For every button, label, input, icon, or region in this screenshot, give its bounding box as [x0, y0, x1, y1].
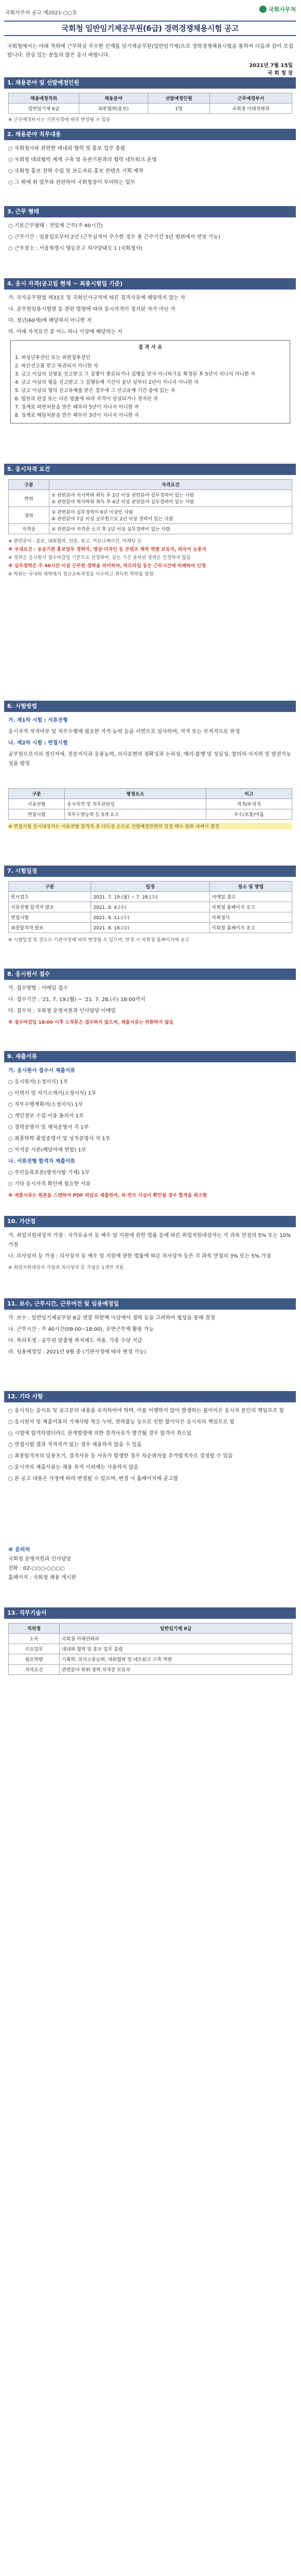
paragraph: 다. 정년(60세)에 해당하지 아니한 자	[8, 318, 92, 324]
table-cell: 응시자격 및 직무관련성	[65, 799, 206, 809]
section-6-note: ※ 면접시험 응시대상자는 서류전형 합격자 중 다득점 순으로 선발예정인원의 일정 배수 범위 내에서 결정	[8, 823, 292, 829]
paragraph: 나. 서류전형 합격자 제출서류	[8, 1159, 76, 1164]
table-cell: 자격증	[9, 524, 49, 534]
section-1-note: ※ 근무예정부서는 기관사정에 따라 변경될 수 있음	[8, 117, 111, 123]
list-item: ○ 자격증 사본(해당자에 한함) 1부	[8, 1147, 86, 1153]
list-item: 8. 징계로 해임처분을 받은 때부터 3년이 지나지 아니한 자	[15, 413, 139, 418]
list-item: ○ 국회청사와 관련한 대내외 협력 및 홍보 업무 총괄	[8, 146, 126, 151]
table-header: 직위명	[9, 1623, 60, 1634]
section-3-header: 3. 근무 형태	[4, 206, 296, 217]
table-row	[9, 104, 292, 114]
table-row	[9, 902, 292, 912]
table-header: 구분	[9, 789, 65, 799]
paragraph: 나. 접수기간 : '21. 7. 19.(월) ~ '21. 7. 28.(수) 18:00까지	[8, 997, 146, 1003]
table-cell: 일반임기제 6급	[9, 104, 79, 114]
section-9-body	[8, 1066, 292, 1202]
table-row	[9, 1665, 292, 1675]
table-row	[9, 1644, 292, 1654]
note: ※ 취업지원대상자 가점과 의사상자 등 가점은 1개만 적용	[8, 1265, 124, 1270]
contact-line: 전화 : 02-○○○-○○○○	[8, 1566, 65, 1571]
table-cell: 우수/보통/미흡	[206, 809, 292, 820]
table-cell: 국회청 미래전략과	[60, 1634, 292, 1644]
table-header: 선발예정인원	[148, 93, 209, 104]
list-item: ○ 국회청 대외협력 체계 구축 및 유관기관과의 협력 네트워크 운영	[8, 157, 157, 163]
table-header: 구분	[9, 882, 91, 892]
paragraph: 라. 임용예정일 : 2021년 9월 중 (기관사정에 따라 변경 가능)	[8, 1349, 146, 1355]
table-row	[9, 923, 292, 933]
section-3-body	[8, 222, 292, 256]
list-item: ○ 기본근무형태 : 전일제 근무(주 40시간)	[8, 223, 103, 229]
section-6-table	[8, 788, 292, 829]
section-10-header: 10. 가산점	[4, 1216, 296, 1227]
table-cell: 2021. 8. 11.(수)	[91, 912, 210, 923]
contact-line: 홈페이지 : 국회청 채용 게시판	[8, 1575, 77, 1581]
table-row	[9, 892, 292, 902]
list-item: ○ 기타 응시자격 확인에 필요한 서류	[8, 1181, 91, 1187]
contact-line: 국회청 운영지원과 인사담당	[8, 1556, 72, 1562]
note: ※ 실무경력은 주 40시간 이상 근무한 경력을 의미하며, 파트타임 등은 근무시간에 비례하여 인정	[8, 564, 206, 569]
table-cell: ⑤ 관련분야 자격증 소지 후 1년 이상 실무경력이 있는 사람	[49, 524, 292, 534]
list-item: ○ 본 공고 내용은 사정에 따라 변경될 수 있으며, 변경 시 홈페이지에 공고함	[8, 1476, 179, 1482]
section-2-header: 2. 채용분야 직무내용	[4, 129, 296, 140]
table-cell: 국회청 미래전략과	[210, 104, 292, 114]
section-12-body	[8, 1406, 292, 1486]
paragraph: 다. 복리후생 : 공무원 맞춤형 복지제도 적용, 각종 수당 지급	[8, 1338, 143, 1344]
intro-text: 국회청에서는 아래 직위에 근무하실 우수한 인재를 임기제공무원(일반임기제)으로 경력경쟁채용시험을 통하여 다음과 같이 모집합니다. 관심 있는 분들의 많은 응시 바랍니다.	[7, 44, 293, 58]
table-cell: 외부협력(홍보)	[79, 104, 148, 114]
table-row	[9, 1654, 292, 1665]
list-item: ○ 응시원서(소정서식) 1부	[8, 1079, 68, 1085]
table-cell: 서류전형 합격자 발표	[9, 902, 91, 912]
table-header: 채용예정직위	[9, 93, 79, 104]
table-cell: 면접시험	[9, 809, 65, 820]
table-header: 장소 및 방법	[209, 882, 292, 892]
table-cell: 대내외 협력 및 홍보 업무 총괄	[60, 1644, 292, 1654]
section-5-header: 5. 응시자격 요건	[4, 464, 296, 475]
table-row	[9, 524, 292, 534]
section-4-body	[8, 294, 292, 339]
note: ※ 접수마감일 18:00 이후 도착분은 접수하지 않으며, 제출서류는 반환하지 않음	[8, 1020, 174, 1025]
list-item: ○ 최종학력 졸업증명서 및 성적증명서 각 1부	[8, 1136, 111, 1142]
section-12-header: 12. 기타 사항	[4, 1391, 296, 1402]
job-description-table	[8, 1623, 292, 1675]
note: ※ 학위는 국내외 대학에서 정규교육과정을 이수하고 취득한 학위를 말함	[8, 572, 154, 577]
section-8-header: 8. 응시원서 접수	[4, 969, 296, 980]
contact-title: ※ 문의처	[8, 1547, 30, 1553]
list-item: ○ 직무수행계획서(소정서식) 1부	[8, 1102, 83, 1108]
paragraph: 나. 제2차 시험 : 면접시험	[8, 740, 68, 746]
contact-block	[8, 1546, 292, 1583]
list-item: 1. 피성년후견인 또는 피한정후견인	[15, 355, 91, 361]
note: ※ 제출서류는 원본을 스캔하여 PDF 파일로 제출하며, 위·변조 사실이 확인될 경우 합격을 취소함	[8, 1193, 207, 1198]
table-cell: 학위	[9, 490, 49, 507]
list-item: ○ 근무장소 : 서울특별시 영등포구 의사당대로 1 (국회청사)	[8, 246, 143, 251]
table-header: 자격요건	[49, 480, 292, 490]
paragraph: 가. 국가공무원법 제33조 및 국회인사규칙에 따른 결격사유에 해당하지 않는 자	[8, 295, 185, 301]
table-header: 구분	[9, 480, 49, 490]
table-cell: 경력	[9, 507, 49, 524]
section-9-header: 9. 제출서류	[4, 1051, 296, 1062]
section-10-body	[8, 1231, 292, 1275]
paragraph: 가. 취업지원대상자 가점 : 국가유공자 등 예우 및 지원에 관한 법률 등에 따른 취업지원대상자는 각 과목 만점의 5% 또는 10% 가점	[8, 1233, 291, 1248]
list-item: 3. 금고 이상의 실형을 선고받고 그 집행이 종료되거나 집행을 받지 아니하기로 확정된 후 5년이 지나지 아니한 자	[15, 371, 256, 377]
list-item: 5. 금고 이상의 형의 선고유예를 받은 경우에 그 선고유예 기간 중에 있는 자	[15, 388, 175, 394]
paragraph: 나. 공무원임용시험령 등 관련 법령에 따라 응시자격이 정지된 자가 아닌 자	[8, 307, 175, 312]
section-6-header: 6. 시험방법	[4, 701, 296, 712]
paragraph: 라. 아래 자격요건 중 어느 하나 이상에 해당하는 자	[8, 329, 122, 335]
notice-date: 2021년 7월 15일	[249, 63, 293, 69]
notice-title: 국회청 일반임기제공무원(6급) 경력경쟁채용시험 공고	[4, 21, 296, 36]
table-cell: ① 관련분야 석사학위 취득 후 2년 이상 관련분야 실무경력이 있는 사람 ② 관련분야 학사학위 취득 후 4년 이상 관련분야 실무경력이 있는 사람	[49, 490, 292, 507]
section-2-body	[8, 144, 292, 190]
table-header: 일정	[91, 882, 210, 892]
note: ※ 경력은 응시원서 접수마감일 기준으로 산정하며, 같은 기간 중복된 경력은 인정하지 않음	[8, 555, 191, 561]
paragraph: 가. 제1차 시험 : 서류전형	[8, 718, 68, 723]
list-item: ○ 경력증명서 및 재직증명서 각 1부	[8, 1125, 89, 1130]
table-cell: 소속	[9, 1634, 60, 1644]
table-cell: 서류전형	[9, 799, 65, 809]
table-cell: 이메일 접수	[209, 892, 292, 902]
section-5-notes	[8, 537, 292, 579]
table-cell: 자격요건	[9, 1665, 60, 1675]
schedule-table	[8, 881, 292, 943]
table-cell: 주요업무	[9, 1644, 60, 1654]
logo-text: 국회사무처	[268, 6, 296, 13]
table-header: 평정요소	[65, 789, 206, 799]
list-item: ○ 그 밖에 위 업무와 관련하여 국회청장이 부여하는 업무	[8, 180, 135, 185]
list-item: ○ 국회청 홍보 전략 수립 및 보도자료·홍보 콘텐츠 기획·제작	[8, 168, 144, 174]
section-11-header: 11. 보수, 근무시간, 근무여건 및 임용예정일	[4, 1298, 296, 1310]
table-cell: 원서접수	[9, 892, 91, 902]
paragraph: 나. 근무시간 : 주 40시간(09:00~18:00), 유연근무제 활용 가능	[8, 1327, 154, 1332]
paragraph: 다. 접수처 : 국회청 운영지원과 인사담당 이메일	[8, 1008, 116, 1014]
table-cell: 국회청 홈페이지 공고	[209, 902, 292, 912]
table-cell: 2021. 8. 18.(수)	[91, 923, 210, 933]
table-row	[9, 809, 292, 820]
table-cell: 최종합격자 발표	[9, 923, 91, 933]
paragraph: 가. 접수방법 : 이메일 접수	[8, 986, 68, 991]
table-cell: 직무수행능력 등 5개 요소	[65, 809, 206, 820]
table-cell: ③ 관련분야 실무경력이 6년 이상인 사람 ④ 관련분야 7급 이상 공무원으로 2년 이상 경력이 있는 사람	[49, 507, 292, 524]
table-row	[9, 799, 292, 809]
list-item: 2. 파산선고를 받고 복권되지 아니한 자	[15, 363, 98, 369]
section-8-body	[8, 984, 292, 1029]
list-item: ○ 이력서 및 자기소개서(소정서식) 1부	[8, 1091, 96, 1096]
section-1-table	[8, 93, 292, 123]
table-cell: 2021. 7. 19.(월) ~ 7. 28.(수)	[91, 892, 210, 902]
table-cell: 필요역량	[9, 1654, 60, 1665]
paragraph: 나. 의사상자 등 가점 : 의사상자 등 예우 및 지원에 관한 법률에 따른 의사상자 등은 각 과목 만점의 3% 또는 5% 가점	[8, 1253, 271, 1259]
table-row	[9, 507, 292, 524]
list-item: ○ 시험에 합격하였더라도 관계법령에 의한 결격사유가 발견될 경우 합격이 취소됨	[8, 1431, 192, 1436]
section-7-header: 7. 시험일정	[4, 866, 296, 877]
table-row	[9, 490, 292, 507]
note: ※ 관련분야 : 홍보, 대외협력, 언론, 광고, 커뮤니케이션, 마케팅 등	[8, 539, 142, 544]
table-cell: 기획력, 의사소통능력, 대외협력 및 네트워크 구축 역량	[60, 1654, 292, 1665]
disqualification-box	[10, 340, 290, 423]
list-item: ○ 응시자는 응시표 및 공고문의 내용을 숙지하여야 하며, 이를 이행하지 않아 발생하는 불이익은 응시자 본인의 책임으로 함	[8, 1408, 285, 1414]
list-item: ○ 주민등록초본(병적사항 기재) 1부	[8, 1170, 90, 1176]
table-header: 일반임기제 6급	[60, 1623, 292, 1634]
notice-number: 국회사무처 공고 제2021-○○호	[5, 10, 77, 16]
list-item: ○ 근무기간 : 임용일로부터 2년 (근무실적이 우수한 경우 총 근무기간 5년 범위에서 연장 가능)	[8, 234, 221, 240]
notice-org: 국 회 청 장	[267, 71, 293, 76]
list-item: ○ 응시자의 제출서류는 채용 목적 이외에는 사용하지 않음	[8, 1465, 139, 1470]
table-header: 비고	[206, 789, 292, 799]
agency-logo	[259, 5, 296, 13]
section-4-header: 4. 응시 자격(공고일 현재 ~ 최종시험일 기준)	[4, 278, 296, 290]
logo-mark-icon	[259, 6, 267, 13]
table-row	[9, 912, 292, 923]
section-11-body	[8, 1314, 292, 1359]
list-item: 6. 법원의 판결 또는 다른 법률에 따라 자격이 상실되거나 정지된 자	[15, 396, 158, 402]
section-13-header: 13. 직무기술서	[4, 1607, 296, 1619]
note: ※ 우대요건 : 공공기관 홍보업무 경력자, 영상·디자인 등 콘텐츠 제작 역량 보유자, 외국어 능통자	[8, 547, 207, 552]
section-1-header: 1. 채용분야 및 선발예정인원	[4, 77, 296, 89]
table-cell: 국회청 홈페이지 공고	[209, 923, 292, 933]
section-5-table	[8, 479, 292, 579]
paragraph: 공무원으로서의 정신자세, 전문지식과 응용능력, 의사표현의 정확성과 논리성, 예의·품행 및 성실성, 창의력·의지력 및 발전가능성을 평정	[8, 752, 291, 767]
table-cell: 2021. 8. 4.(수)	[91, 902, 210, 912]
paragraph: 가. 응시원서 접수시 제출서류	[8, 1068, 76, 1074]
list-item: ○ 면접시험 결과 적격자가 없는 경우 채용하지 않을 수 있음	[8, 1442, 142, 1448]
list-item: ○ 개인정보 수집·이용 동의서 1부	[8, 1113, 84, 1119]
table-cell: 적격/부적격	[206, 799, 292, 809]
table-row	[9, 1634, 292, 1644]
table-cell: 국회청사	[209, 912, 292, 923]
table-header: 근무예정부서	[210, 93, 292, 104]
top-bar	[5, 3, 296, 19]
list-item: ○ 최종합격자의 임용포기, 결격사유 등 사유가 발생한 경우 차순위자를 추가합격자로 결정할 수 있음	[8, 1453, 233, 1459]
paragraph: 가. 보수 : 일반임기제공무원 6급 연봉 하한액 이상에서 경력 등을 고려하여 협상을 통해 결정	[8, 1315, 215, 1321]
list-item: 7. 징계로 파면처분을 받은 때부터 5년이 지나지 아니한 자	[15, 404, 139, 410]
table-cell: 면접시험	[9, 912, 91, 923]
section-7-note: ※ 시험일정 및 장소는 기관사정에 따라 변경될 수 있으며, 변경 시 국회청 홈페이지에 공고	[8, 938, 189, 943]
table-header: 채용분야	[79, 93, 148, 104]
table-cell: 1명	[148, 104, 209, 114]
notice-date-block	[249, 62, 293, 77]
list-item: ○ 응시원서 및 제출서류의 기재사항 착오·누락, 연락불능 등으로 인한 불이익은 응시자의 책임으로 함	[8, 1419, 235, 1425]
section-6-body	[8, 716, 292, 771]
paragraph: 응시자격 적격여부 및 직무수행에 필요한 자격·능력 등을 서면으로 심사하며, 적격 또는 부적격으로 판정	[8, 729, 240, 735]
list-item: 4. 금고 이상의 형을 선고받고 그 집행유예 기간이 끝난 날부터 2년이 지나지 아니한 자	[15, 380, 199, 385]
box-title: 결 격 사 유	[138, 345, 163, 350]
table-cell: 관련분야 학위·경력·자격증 보유자	[60, 1665, 292, 1675]
